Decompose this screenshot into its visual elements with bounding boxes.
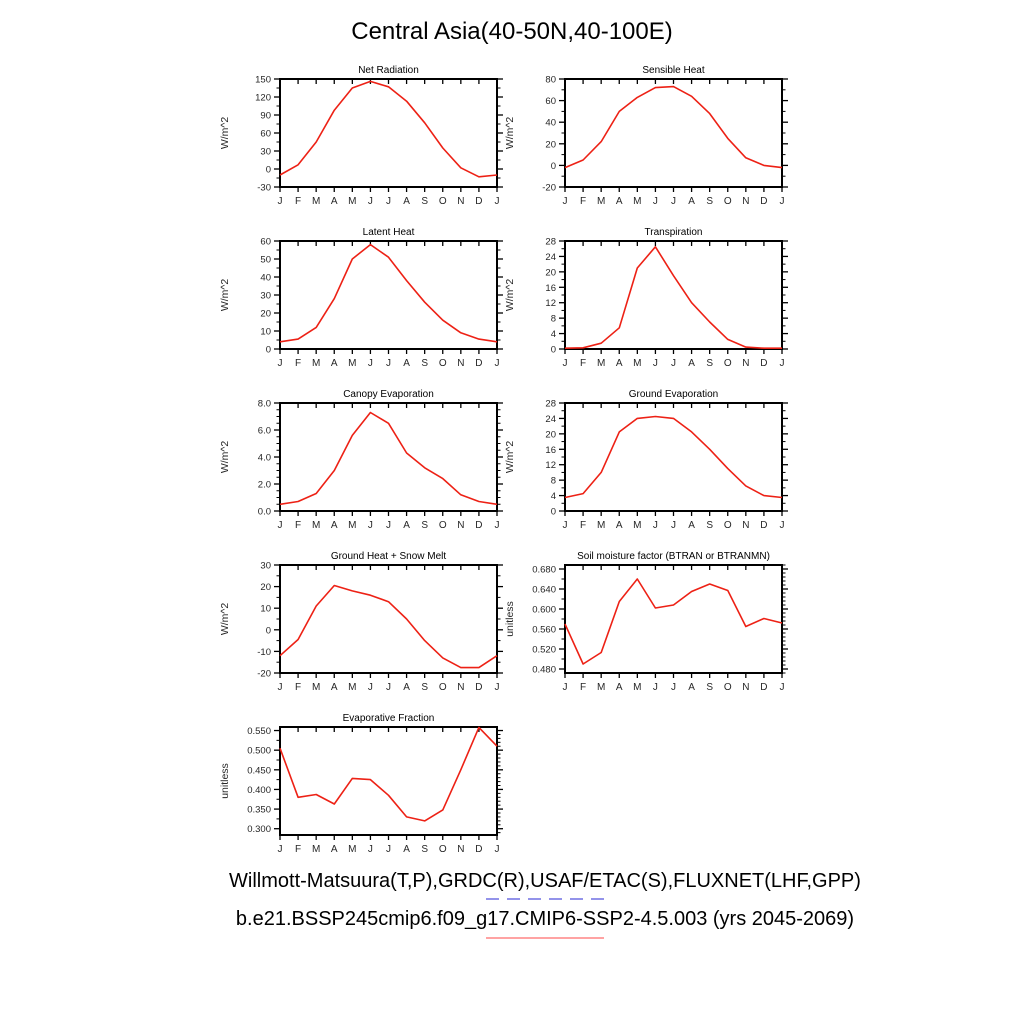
y-tick-label: 24 (545, 251, 556, 263)
y-axis-label: W/m^2 (219, 440, 231, 474)
subplot-ground-heat-snow-melt (212, 547, 512, 699)
y-tick-label: 16 (545, 444, 556, 456)
y-tick-label: 0.500 (247, 745, 271, 757)
x-tick-label: O (723, 520, 732, 531)
y-tick-label: 0 (550, 344, 556, 356)
x-tick-label: D (475, 844, 483, 855)
x-tick-label: O (438, 358, 447, 369)
x-tick-label: J (277, 358, 283, 369)
y-tick-label: 28 (545, 398, 556, 410)
subplot-title: Transpiration (644, 227, 703, 238)
axis-box (565, 241, 782, 349)
x-tick-label: M (311, 196, 321, 207)
x-tick-label: M (311, 358, 321, 369)
y-tick-label: 60 (260, 128, 271, 140)
x-tick-label: N (742, 682, 750, 693)
y-tick-label: 24 (545, 413, 556, 425)
subplot-evaporative-fraction (212, 709, 512, 861)
x-tick-label: O (723, 358, 732, 369)
x-tick-label: M (596, 358, 606, 369)
subplot-title: Net Radiation (358, 65, 419, 76)
subplot-title: Ground Heat + Snow Melt (330, 551, 447, 562)
x-tick-label: J (562, 682, 568, 693)
y-tick-label: 28 (545, 236, 556, 248)
axis-box (565, 565, 782, 673)
x-tick-label: J (562, 520, 568, 531)
x-tick-label: N (457, 844, 465, 855)
axis-box (280, 79, 497, 187)
sensible-heat-chart (494, 61, 797, 213)
x-tick-label: D (475, 196, 483, 207)
y-tick-label: 30 (260, 146, 271, 158)
y-tick-label: 0 (550, 506, 556, 518)
y-tick-label: 2.0 (257, 479, 271, 491)
subplot-transpiration (494, 223, 797, 375)
x-tick-label: A (403, 196, 410, 207)
x-tick-label: S (421, 520, 429, 531)
y-tick-label: 40 (545, 117, 556, 129)
x-tick-label: J (367, 844, 373, 855)
x-tick-label: D (760, 682, 768, 693)
x-tick-label: F (580, 358, 587, 369)
x-tick-label: M (596, 196, 606, 207)
x-tick-label: S (421, 682, 429, 693)
x-tick-label: J (562, 358, 568, 369)
y-tick-label: 90 (260, 110, 271, 122)
x-tick-label: M (633, 682, 642, 693)
y-tick-label: -30 (257, 182, 271, 194)
x-tick-label: D (475, 520, 483, 531)
y-tick-label: 150 (255, 74, 271, 86)
x-tick-label: J (494, 844, 500, 855)
x-tick-label: A (330, 682, 338, 693)
y-tick-label: 6.0 (257, 425, 271, 437)
x-tick-label: M (348, 682, 357, 693)
y-tick-label: 0.0 (257, 506, 271, 518)
x-tick-label: A (330, 196, 338, 207)
x-tick-label: J (367, 358, 373, 369)
y-tick-label: 0.300 (247, 824, 271, 836)
y-tick-label: 120 (255, 92, 271, 104)
x-tick-label: J (494, 682, 500, 693)
x-tick-label: A (330, 520, 338, 531)
y-tick-label: 4.0 (257, 452, 271, 464)
footer-model-case: b.e21.BSSP245cmip6.f09_g17.CMIP6-SSP2-4.5.003 (yrs 2045-2069) (235, 908, 855, 930)
x-tick-label: A (330, 358, 338, 369)
x-tick-label: S (421, 844, 429, 855)
x-tick-label: A (615, 520, 623, 531)
y-tick-label: 20 (545, 429, 556, 441)
x-tick-label: J (671, 196, 676, 207)
x-tick-label: J (386, 196, 391, 207)
x-tick-label: F (295, 844, 302, 855)
canopy-evaporation-chart (212, 385, 512, 537)
x-tick-label: D (475, 682, 483, 693)
x-tick-label: O (438, 682, 447, 693)
x-tick-label: O (438, 844, 447, 855)
y-tick-label: -20 (257, 668, 271, 680)
x-tick-label: J (494, 358, 500, 369)
x-tick-label: S (706, 520, 714, 531)
x-tick-label: M (596, 682, 606, 693)
x-tick-label: J (367, 196, 373, 207)
x-tick-label: D (760, 358, 768, 369)
x-tick-label: F (295, 196, 302, 207)
x-tick-label: J (652, 358, 658, 369)
subplot-canopy-evaporation (212, 385, 512, 537)
x-tick-label: S (421, 358, 429, 369)
x-tick-label: S (706, 358, 714, 369)
x-tick-label: J (779, 358, 785, 369)
x-tick-label: J (277, 196, 283, 207)
subplot-soil-moisture-factor (494, 547, 797, 699)
x-tick-label: N (457, 520, 465, 531)
y-axis-label: W/m^2 (219, 602, 231, 636)
x-tick-label: O (438, 520, 447, 531)
x-tick-label: J (386, 682, 391, 693)
x-tick-label: J (779, 196, 785, 207)
x-tick-label: J (562, 196, 568, 207)
y-tick-label: 4 (550, 329, 556, 341)
y-tick-label: 0.680 (532, 564, 556, 576)
subplot-title: Ground Evaporation (628, 389, 719, 400)
y-tick-label: 0.550 (247, 726, 271, 738)
y-tick-label: 0 (265, 164, 271, 176)
x-tick-label: J (386, 520, 391, 531)
subplot-sensible-heat (494, 61, 797, 213)
x-tick-label: S (421, 196, 429, 207)
series-line (280, 413, 497, 505)
footer-obs-sources: Willmott-Matsuura(T,P),GRDC(R),USAF/ETAC(S),FLUXNET(LHF,GPP) (229, 870, 861, 892)
ground-evaporation-chart (494, 385, 797, 537)
y-tick-label: 0.600 (532, 604, 556, 616)
x-tick-label: J (367, 520, 373, 531)
y-tick-label: 0.350 (247, 804, 271, 816)
y-tick-label: 50 (260, 254, 271, 266)
subplot-title: Latent Heat (362, 227, 415, 238)
x-tick-label: F (580, 682, 587, 693)
y-tick-label: 20 (545, 139, 556, 151)
net-radiation-chart (212, 61, 512, 213)
y-tick-label: 0.450 (247, 765, 271, 777)
x-tick-label: F (580, 520, 587, 531)
x-tick-label: A (688, 358, 695, 369)
x-tick-label: J (277, 844, 283, 855)
x-tick-label: A (688, 682, 695, 693)
x-tick-label: J (671, 520, 676, 531)
x-tick-label: M (311, 520, 321, 531)
x-tick-label: A (403, 358, 410, 369)
y-axis-label: W/m^2 (504, 440, 516, 474)
x-tick-label: A (688, 196, 695, 207)
y-tick-label: 0.640 (532, 584, 556, 596)
latent-heat-chart (212, 223, 512, 375)
x-tick-label: J (367, 682, 373, 693)
y-tick-label: 10 (260, 603, 271, 615)
x-tick-label: A (615, 358, 623, 369)
y-tick-label: 0 (265, 625, 271, 637)
x-tick-label: A (403, 520, 410, 531)
x-tick-label: J (779, 520, 785, 531)
y-tick-label: 12 (545, 460, 556, 472)
y-tick-label: 0.520 (532, 644, 556, 656)
y-tick-label: 30 (260, 560, 271, 572)
subplot-latent-heat (212, 223, 512, 375)
x-tick-label: S (706, 682, 714, 693)
soil-moisture-factor-chart (494, 547, 797, 699)
x-tick-label: M (348, 520, 357, 531)
y-tick-label: 8 (550, 475, 556, 487)
y-axis-label: unitless (504, 601, 516, 637)
model-legend-solid-line (486, 937, 604, 939)
x-tick-label: O (723, 682, 732, 693)
y-tick-label: -20 (542, 182, 556, 194)
axis-box (565, 79, 782, 187)
page-title: Central Asia(40-50N,40-100E) (351, 18, 673, 45)
x-tick-label: N (457, 196, 465, 207)
y-tick-label: 0 (265, 344, 271, 356)
series-line (565, 87, 782, 168)
x-tick-label: M (348, 358, 357, 369)
y-axis-label: W/m^2 (219, 278, 231, 312)
subplot-ground-evaporation (494, 385, 797, 537)
y-tick-label: 20 (545, 267, 556, 279)
y-tick-label: 0.400 (247, 784, 271, 796)
series-line (565, 579, 782, 664)
y-tick-label: 4 (550, 491, 556, 503)
y-tick-label: 20 (260, 308, 271, 320)
x-tick-label: J (652, 682, 658, 693)
x-tick-label: N (742, 196, 750, 207)
y-tick-label: 30 (260, 290, 271, 302)
x-tick-label: F (295, 682, 302, 693)
y-tick-label: -10 (257, 646, 271, 658)
x-tick-label: J (652, 520, 658, 531)
subplot-title: Evaporative Fraction (342, 713, 435, 724)
x-tick-label: M (311, 682, 321, 693)
y-axis-label: W/m^2 (504, 116, 516, 150)
y-axis-label: W/m^2 (504, 278, 516, 312)
y-tick-label: 16 (545, 282, 556, 294)
y-tick-label: 80 (545, 74, 556, 86)
series-line (565, 247, 782, 348)
x-tick-label: J (277, 682, 283, 693)
x-tick-label: M (633, 196, 642, 207)
x-tick-label: D (475, 358, 483, 369)
x-tick-label: M (348, 844, 357, 855)
x-tick-label: O (723, 196, 732, 207)
y-tick-label: 20 (260, 582, 271, 594)
y-tick-label: 40 (260, 272, 271, 284)
x-tick-label: A (403, 844, 410, 855)
y-tick-label: 60 (545, 96, 556, 108)
x-tick-label: J (494, 196, 500, 207)
x-tick-label: F (580, 196, 587, 207)
y-tick-label: 10 (260, 326, 271, 338)
series-line (280, 81, 497, 176)
subplot-title: Canopy Evaporation (343, 389, 434, 400)
x-tick-label: D (760, 196, 768, 207)
subplot-title: Soil moisture factor (BTRAN or BTRANMN) (577, 551, 770, 562)
series-line (280, 245, 497, 342)
x-tick-label: J (652, 196, 658, 207)
x-tick-label: N (457, 358, 465, 369)
x-tick-label: A (330, 844, 338, 855)
x-tick-label: A (615, 196, 623, 207)
x-tick-label: F (295, 358, 302, 369)
y-tick-label: 60 (260, 236, 271, 248)
y-axis-label: unitless (219, 763, 231, 799)
x-tick-label: M (596, 520, 606, 531)
x-tick-label: A (615, 682, 623, 693)
x-tick-label: A (688, 520, 695, 531)
x-tick-label: J (494, 520, 500, 531)
x-tick-label: N (742, 358, 750, 369)
y-tick-label: 0.560 (532, 624, 556, 636)
x-tick-label: M (633, 358, 642, 369)
transpiration-chart (494, 223, 797, 375)
y-tick-label: 8 (550, 313, 556, 325)
x-tick-label: F (295, 520, 302, 531)
y-tick-label: 0 (550, 160, 556, 172)
series-line (565, 417, 782, 498)
x-tick-label: J (671, 682, 676, 693)
y-axis-label: W/m^2 (219, 116, 231, 150)
x-tick-label: N (457, 682, 465, 693)
x-tick-label: S (706, 196, 714, 207)
subplot-title: Sensible Heat (642, 65, 705, 76)
x-tick-label: M (311, 844, 321, 855)
subplot-net-radiation (212, 61, 512, 213)
y-tick-label: 8.0 (257, 398, 271, 410)
y-tick-label: 12 (545, 298, 556, 310)
x-tick-label: J (671, 358, 676, 369)
series-line (280, 586, 497, 668)
evaporative-fraction-chart (212, 709, 512, 861)
x-tick-label: J (277, 520, 283, 531)
x-tick-label: A (403, 682, 410, 693)
x-tick-label: O (438, 196, 447, 207)
y-tick-label: 0.480 (532, 664, 556, 676)
x-tick-label: J (386, 844, 391, 855)
axis-box (280, 727, 497, 835)
x-tick-label: D (760, 520, 768, 531)
x-tick-label: M (633, 520, 642, 531)
ground-heat-snow-melt-chart (212, 547, 512, 699)
series-line (280, 727, 497, 821)
obs-legend-dashed-line (486, 898, 604, 900)
axis-box (280, 565, 497, 673)
x-tick-label: J (386, 358, 391, 369)
x-tick-label: J (779, 682, 785, 693)
x-tick-label: N (742, 520, 750, 531)
x-tick-label: M (348, 196, 357, 207)
